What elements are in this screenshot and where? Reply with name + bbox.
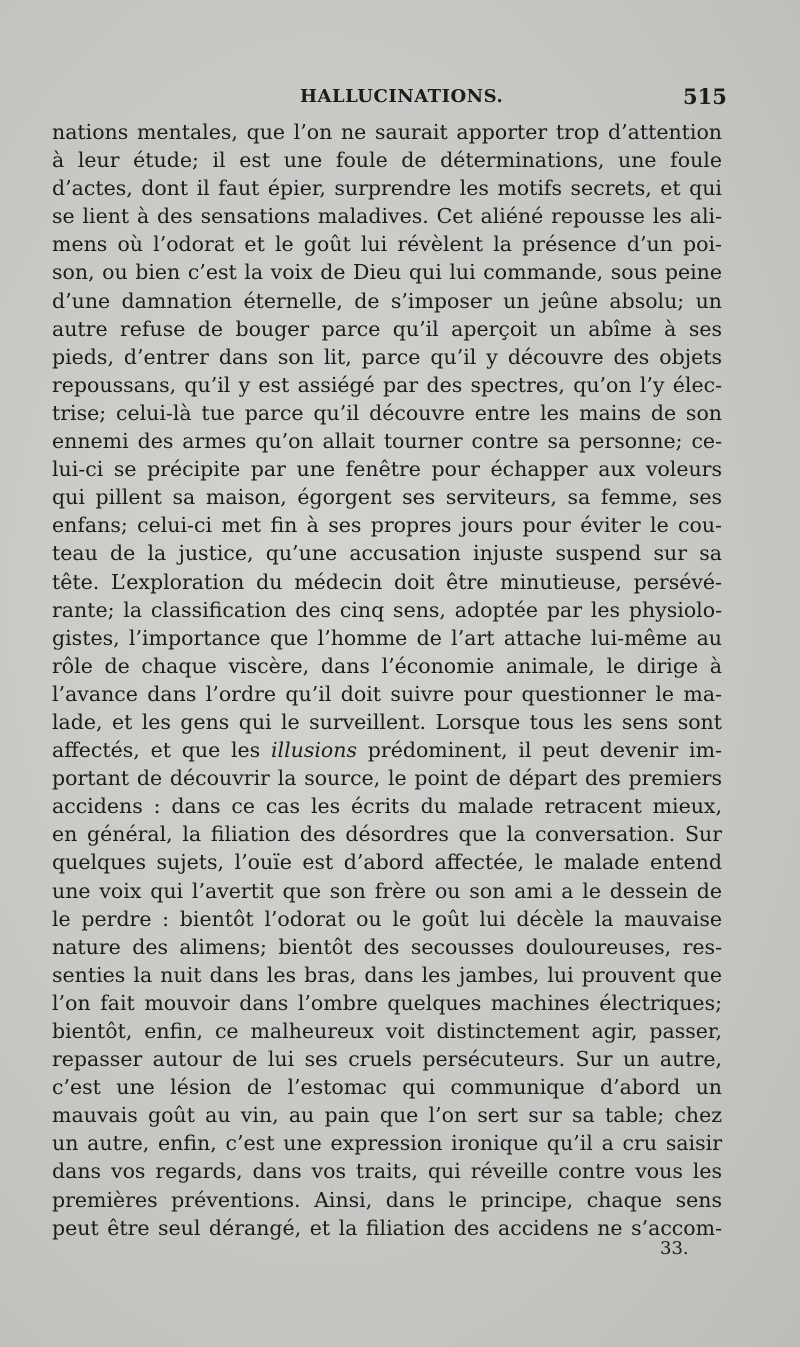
text-line: une voix qui l’avertit que son frère ou son ami a le dessein de xyxy=(52,878,722,903)
text-line: quelques sujets, l’ouïe est d’abord affectée, le malade entend xyxy=(52,850,722,875)
text-line: tête. L’exploration du médecin doit être minutieuse, persévé- xyxy=(52,569,722,594)
text-line: teau de la justice, qu’une accusation injuste suspend sur sa xyxy=(52,541,722,566)
text-line: son, ou bien c’est la voix de Dieu qui lui commande, sous peine xyxy=(52,260,722,285)
text-line: un autre, enfin, c’est une expression ironique qu’il a cru saisir xyxy=(52,1131,722,1156)
text-line: d’actes, dont il faut épier, surprendre les motifs secrets, et qui xyxy=(52,176,722,201)
text-line: c’est une lésion de l’estomac qui communique d’abord un xyxy=(52,1075,722,1100)
text-line: bientôt, enfin, ce malheureux voit distinctement agir, passer, xyxy=(52,1019,722,1043)
text-line: accidens : dans ce cas les écrits du malade retracent mieux, xyxy=(52,794,722,819)
text-line: mens où l’odorat et le goût lui révèlent la présence d’un poi- xyxy=(52,232,722,257)
text-line: autre refuse de bouger parce qu’il aperçoit un abîme à ses xyxy=(52,316,722,341)
text-line: à leur étude; il est une foule de déterminations, une foule xyxy=(52,148,722,173)
body-text xyxy=(52,118,722,1242)
running-title: HALLUCINATIONS. xyxy=(300,86,504,107)
running-head xyxy=(0,84,800,114)
text-line: lade, et les gens qui le surveillent. Lorsque tous les sens sont xyxy=(52,709,722,734)
page-number: 515 xyxy=(683,84,727,109)
text-line: en général, la filiation des désordres que la conversation. Sur xyxy=(52,822,722,847)
text-line: ennemi des armes qu’on allait tourner contre sa personne; ce- xyxy=(52,429,722,454)
text-line: lui-ci se précipite par une fenêtre pour échapper aux voleurs xyxy=(52,457,722,482)
text-line: l’avance dans l’ordre qu’il doit suivre pour questionner le ma- xyxy=(52,681,722,706)
text-line: enfans; celui-ci met fin à ses propres jours pour éviter le cou- xyxy=(52,513,722,538)
text-line: senties la nuit dans les bras, dans les jambes, lui prouvent que xyxy=(52,962,722,987)
text-line: d’une damnation éternelle, de s’imposer un jeûne absolu; un xyxy=(52,288,722,313)
text-line: mauvais goût au vin, au pain que l’on sert sur sa table; chez xyxy=(52,1103,722,1128)
text-line: nature des alimens; bientôt des secousses douloureuses, res- xyxy=(52,934,722,959)
text-line: premières préventions. Ainsi, dans le principe, chaque sens xyxy=(52,1187,722,1212)
text-line: peut être seul dérangé, et la filiation des accidens ne s’accom- xyxy=(52,1215,722,1240)
text-line: trise; celui-là tue parce qu’il découvre entre les mains de son xyxy=(52,400,722,425)
text-line: repoussans, qu’il y est assiégé par des spectres, qu’on l’y élec- xyxy=(52,372,722,397)
text-line: pieds, d’entrer dans son lit, parce qu’il y découvre des objets xyxy=(52,344,722,369)
text-line: affectés, et que les illusions prédominent, il peut devenir im- xyxy=(52,738,722,763)
signature-mark: 33. xyxy=(660,1238,689,1259)
text-line: nations mentales, que l’on ne saurait apporter trop d’attention xyxy=(52,120,722,144)
text-line: se lient à des sensations maladives. Cet aliéné repousse les ali- xyxy=(52,204,722,229)
text-line: repasser autour de lui ses cruels persécuteurs. Sur un autre, xyxy=(52,1047,722,1072)
text-line: rante; la classification des cinq sens, adoptée par les physiolo- xyxy=(52,597,722,622)
text-line: gistes, l’importance que l’homme de l’art attache lui-même au xyxy=(52,625,722,650)
text-line: rôle de chaque viscère, dans l’économie animale, le dirige à xyxy=(52,653,722,678)
text-line: l’on fait mouvoir dans l’ombre quelques machines électriques; xyxy=(52,990,722,1015)
text-line: qui pillent sa maison, égorgent ses serviteurs, sa femme, ses xyxy=(52,485,722,510)
text-line: portant de découvrir la source, le point de départ des premiers xyxy=(52,766,722,791)
text-line: dans vos regards, dans vos traits, qui réveille contre vous les xyxy=(52,1159,722,1184)
text-line: le perdre : bientôt l’odorat ou le goût lui décèle la mauvaise xyxy=(52,906,722,931)
